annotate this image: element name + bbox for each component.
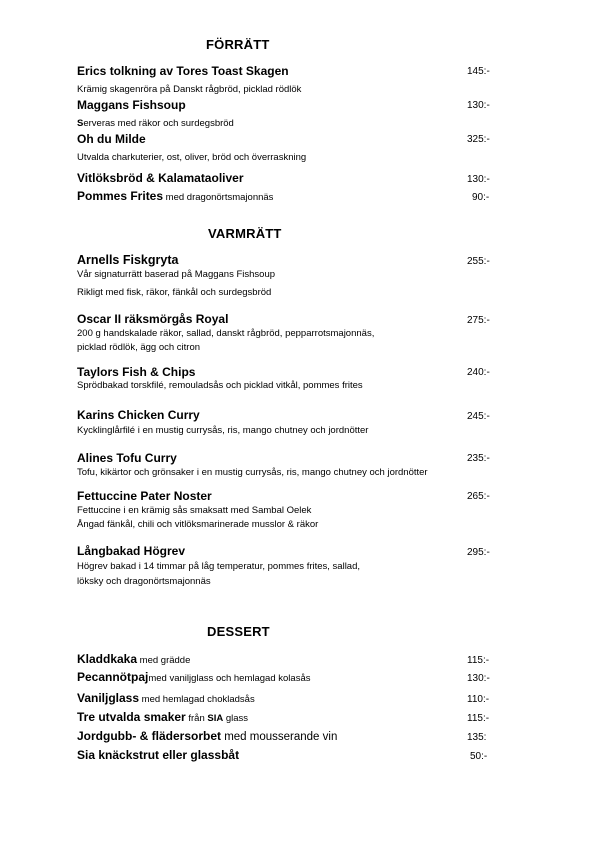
menu-item-title: Kladdkaka bbox=[77, 652, 138, 666]
menu-item-description bbox=[77, 118, 234, 129]
menu-item-description: Tofu, kikärtor och grönsaker i en mustig currysås, ris, mango chutney och jordnötter bbox=[77, 467, 428, 478]
menu-item-price: 275:- bbox=[467, 315, 490, 326]
menu-item-inline-description: från bbox=[185, 713, 208, 724]
menu-item-name: Taylors Fish & Chips bbox=[77, 365, 196, 379]
menu-item-name: Sia knäckstrut eller glassbåt bbox=[77, 748, 240, 762]
menu-item-description: Vår signaturrätt baserad på Maggans Fishsoup bbox=[77, 269, 276, 280]
menu-item-title: Vaniljglass bbox=[77, 691, 140, 705]
menu-item-name bbox=[77, 189, 273, 203]
menu-item-price: 240:- bbox=[467, 367, 490, 378]
menu-item-description: Högrev bakad i 14 timmar på låg temperatur, pommes frites, sallad, bbox=[77, 561, 361, 572]
menu-item-price: 325:- bbox=[467, 134, 490, 145]
menu-item-title: Tre utvalda smaker bbox=[77, 710, 186, 724]
menu-item-price: 245:- bbox=[467, 411, 490, 422]
menu-item-title: Jordgubb- & flädersorbet bbox=[77, 729, 222, 743]
menu-item-price: 115:- bbox=[467, 655, 490, 666]
menu-item-name: Långbakad Högrev bbox=[77, 544, 186, 558]
menu-item-description: Krämig skagenröra på Danskt rågbröd, picklad rödlök bbox=[77, 84, 302, 95]
menu-item-name: Karins Chicken Curry bbox=[77, 408, 200, 422]
menu-item-price: 115:- bbox=[467, 713, 490, 724]
menu-item-price: 265:- bbox=[467, 491, 490, 502]
menu-item-name: Oscar II räksmörgås Royal bbox=[77, 312, 229, 326]
menu-item-title: Pecannötpaj bbox=[77, 670, 149, 684]
menu-item-description: Sprödbakad torskfilé, remouladsås och picklad vitkål, pommes frites bbox=[77, 380, 363, 391]
menu-item-price: 90:- bbox=[472, 192, 490, 203]
menu-item-name bbox=[77, 729, 337, 743]
menu-item-inline-description: med dragonörtsmajonnäs bbox=[163, 192, 274, 203]
menu-item-description: Ångad fänkål, chili och vitlöksmarinerade musslor & räkor bbox=[77, 519, 319, 530]
menu-item-title: Pommes Frites bbox=[77, 189, 164, 203]
menu-item-name bbox=[77, 710, 248, 724]
menu-item-description: Kycklinglårfilé i en mustig currysås, ris, mango chutney och jordnötter bbox=[77, 425, 369, 436]
menu-item-name bbox=[77, 670, 310, 684]
menu-item-price: 130:- bbox=[467, 174, 490, 185]
menu-item-price: 135: bbox=[467, 732, 487, 743]
section-heading-dessert: DESSERT bbox=[207, 624, 270, 639]
menu-item-price: 110:- bbox=[467, 694, 490, 705]
menu-item-name: Arnells Fiskgryta bbox=[77, 253, 179, 267]
menu-item-price: 145:- bbox=[467, 66, 490, 77]
menu-item-price: 235:- bbox=[467, 453, 490, 464]
menu-item-price: 50:- bbox=[470, 751, 488, 762]
description-initial: S bbox=[77, 118, 84, 129]
section-heading-varmratt: VARMRÄTT bbox=[208, 226, 282, 241]
menu-item-price: 295:- bbox=[467, 547, 490, 558]
menu-item-inline-description: med hemlagad chokladsås bbox=[139, 694, 255, 705]
menu-item-description: 200 g handskalade räkor, sallad, danskt rågbröd, pepparrotsmajonnäs, bbox=[77, 328, 375, 339]
menu-item-description: Utvalda charkuterier, ost, oliver, bröd och överraskning bbox=[77, 152, 307, 163]
menu-item-inline-description: glass bbox=[223, 713, 249, 724]
menu-item-description: löksky och dragonörtsmajonnäs bbox=[77, 576, 211, 587]
menu-item-price: 255:- bbox=[467, 256, 490, 267]
section-heading-forratt: FÖRRÄTT bbox=[206, 37, 270, 52]
menu-item-description: Fettuccine i en krämig sås smaksatt med Sambal Oelek bbox=[77, 505, 312, 516]
menu-item-name: Maggans Fishsoup bbox=[77, 98, 186, 112]
menu-item-price: 130:- bbox=[467, 673, 490, 684]
menu-item-price: 130:- bbox=[467, 100, 490, 111]
menu-item-inline-description: med grädde bbox=[137, 655, 191, 666]
brand-name: SIA bbox=[207, 713, 224, 724]
menu-item-name bbox=[77, 652, 190, 666]
menu-item-name: Alines Tofu Curry bbox=[77, 451, 177, 465]
menu-item-description: picklad rödlök, ägg och citron bbox=[77, 342, 201, 353]
menu-item-name: Oh du Milde bbox=[77, 132, 146, 146]
menu-item-description: Rikligt med fisk, räkor, fänkål och surdegsbröd bbox=[77, 287, 272, 298]
menu-item-name: Vitlöksbröd & Kalamataoliver bbox=[77, 171, 244, 185]
menu-item-name: Erics tolkning av Tores Toast Skagen bbox=[77, 64, 289, 78]
menu-item-name: Fettuccine Pater Noster bbox=[77, 489, 212, 503]
description-rest: erveras med räkor och surdegsbröd bbox=[83, 118, 234, 129]
menu-item-inline-description: med vaniljglass och hemlagad kolasås bbox=[148, 673, 311, 684]
menu-item-inline-description: med mousserande vin bbox=[221, 731, 338, 743]
menu-item-name bbox=[77, 691, 255, 705]
